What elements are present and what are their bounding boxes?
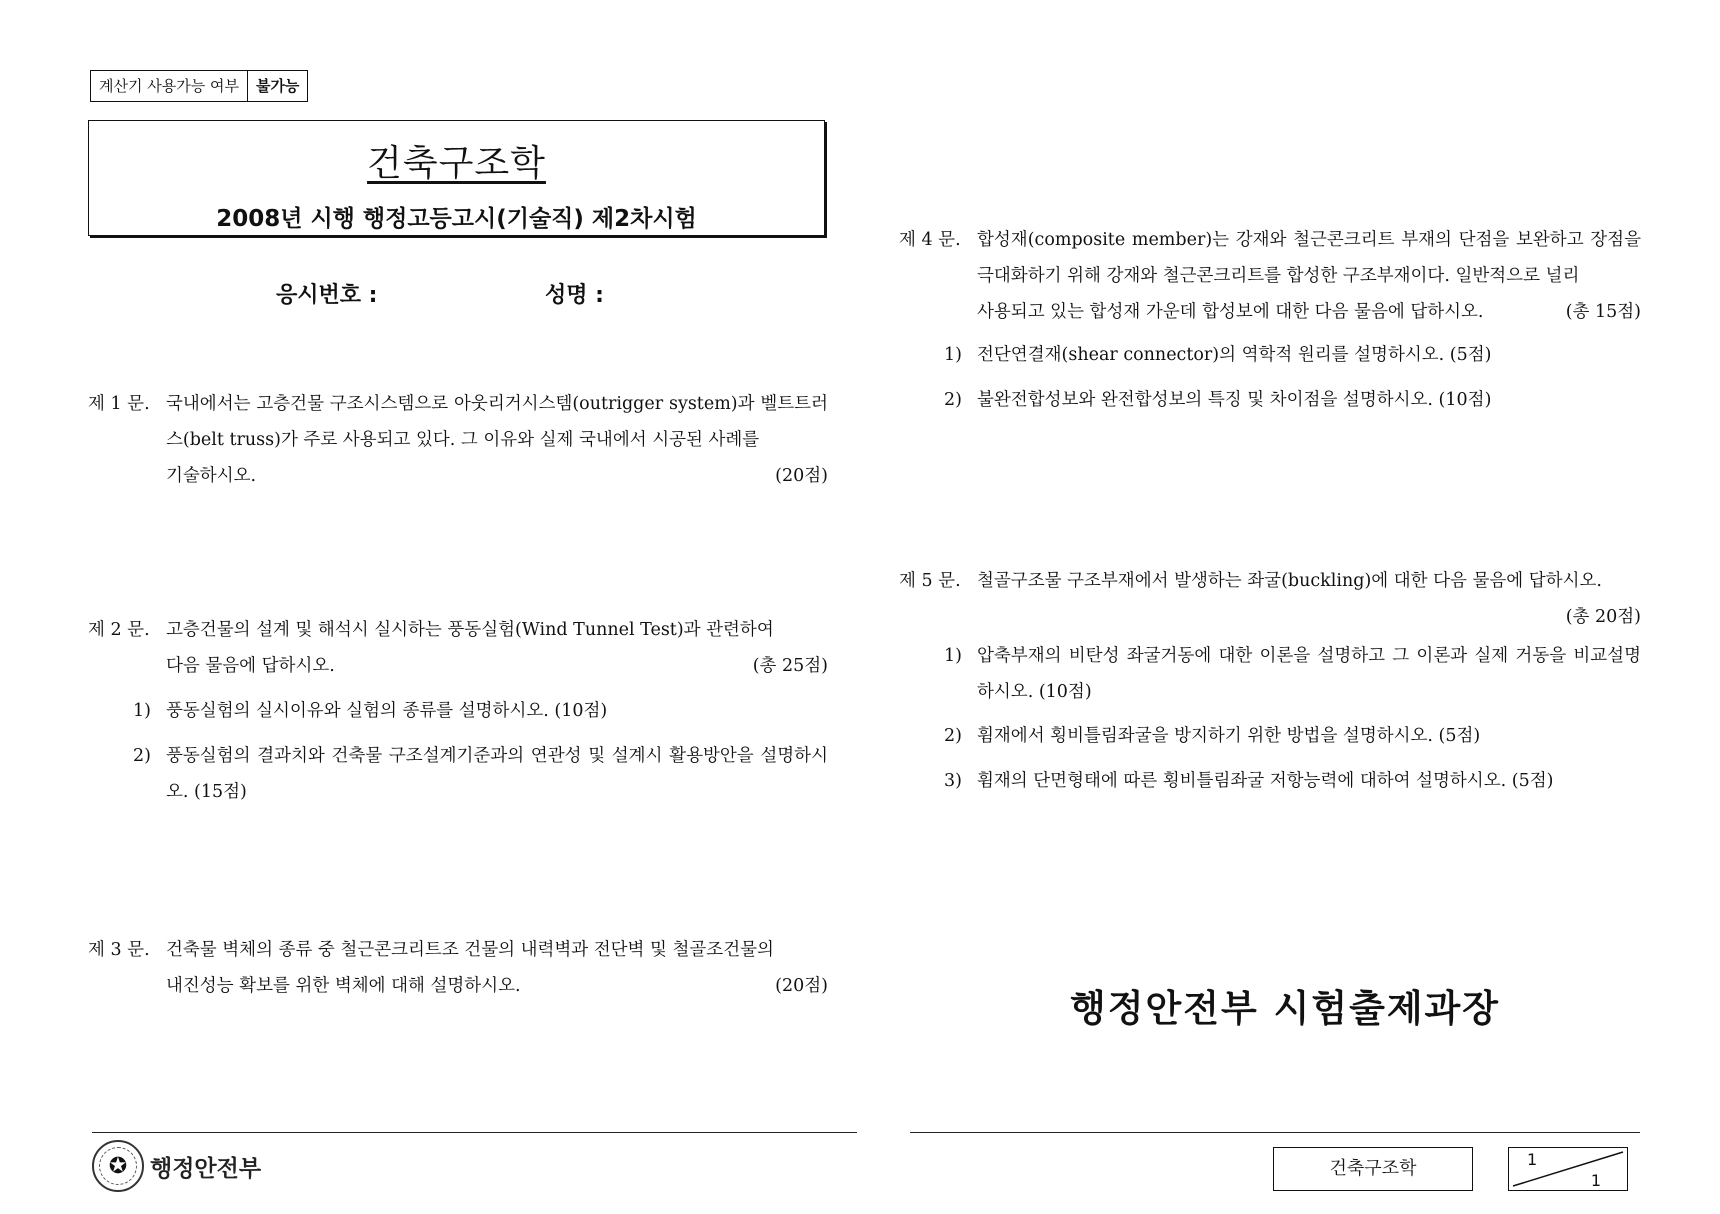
calculator-label: 계산기 사용가능 여부	[99, 77, 239, 95]
ministry-logo	[92, 1140, 261, 1192]
page-title: 건축구조학	[367, 143, 546, 184]
sub-text: 휨재의 단면형태에 따른 횡비틀림좌굴 저항능력에 대하여 설명하시오. (5점)	[977, 771, 1554, 791]
question-text: 고층건물의 설계 및 해석시 실시하는 풍동실험(Wind Tunnel Test)과 관련하여	[166, 620, 774, 640]
question-3	[88, 932, 828, 1004]
page-number-box	[1508, 1147, 1628, 1191]
question-4	[899, 222, 1641, 330]
question-number: 제 2 문.	[88, 620, 150, 640]
question-text-last: 다음 물음에 답하시오.	[166, 656, 335, 676]
sub-text: 풍동실험의 실시이유와 실험의 종류를 설명하시오. (10점)	[166, 701, 608, 721]
footer-divider-right	[910, 1132, 1640, 1133]
name-label: 성명 :	[545, 283, 604, 308]
question-score: (20점)	[775, 466, 828, 486]
page-current: 1	[1527, 1150, 1538, 1169]
sub-number: 3)	[944, 771, 962, 791]
sub-number: 2)	[944, 390, 962, 410]
question-5	[899, 563, 1641, 635]
question-1	[88, 386, 828, 494]
sub-text: 불완전합성보와 완전합성보의 특징 및 차이점을 설명하시오. (10점)	[977, 390, 1492, 410]
calculator-usage-box	[90, 70, 308, 102]
sub-number: 1)	[133, 701, 151, 721]
question-2	[88, 612, 828, 684]
sub-text: 전단연결재(shear connector)의 역학적 원리를 설명하시오. (5점)	[977, 345, 1492, 365]
question-text: 건축물 벽체의 종류 중 철근콘크리트조 건물의 내력벽과 전단벽 및 철골조건물의	[166, 940, 774, 960]
question-number: 제 5 문.	[899, 571, 961, 591]
question-score: (총 25점)	[752, 656, 828, 676]
sub-number: 2)	[133, 746, 151, 766]
question-text-last: 사용되고 있는 합성재 가운데 합성보에 대한 다음 물음에 답하시오.	[977, 302, 1484, 322]
issuer-signature: 행정안전부 시험출제과장	[1070, 986, 1501, 1030]
question-text: 철골구조물 구조부재에서 발생하는 좌굴(buckling)에 대한 다음 물음에 답하시오.	[977, 571, 1602, 591]
question-text: 국내에서는 고층건물 구조시스템으로 아웃리거시스템(outrigger system)과 벨트트러스(belt truss)가 주로 사용되고 있다. 그 이유와 실제 국내에서 시공된 사례를	[166, 394, 828, 450]
question-number: 제 1 문.	[88, 394, 150, 414]
sub-text: 풍동실험의 결과치와 건축물 구조설계기준과의 연관성 및 설계시 활용방안을 설명하시오. (15점)	[166, 746, 828, 802]
question-4-sub-1	[944, 337, 1641, 373]
question-5-sub-3	[944, 763, 1641, 799]
question-text: 합성재(composite member)는 강재와 철근콘크리트 부재의 단점을 보완하고 장점을 극대화하기 위해 강재와 철근콘크리트를 합성한 구조부재이다. 일반적으로 널리	[977, 230, 1641, 286]
question-4-sub-2	[944, 382, 1641, 418]
sub-number: 1)	[944, 345, 962, 365]
question-2-sub-1	[133, 693, 828, 729]
title-box	[88, 120, 825, 236]
ministry-seal-icon: ✪	[92, 1140, 144, 1192]
sub-text: 압축부재의 비탄성 좌굴거동에 대한 이론을 설명하고 그 이론과 실제 거동을 비교설명하시오. (10점)	[977, 646, 1641, 702]
question-number: 제 3 문.	[88, 940, 150, 960]
ministry-name: 행정안전부	[150, 1155, 262, 1182]
calculator-value: 불가능	[247, 71, 307, 101]
footer-divider-left	[92, 1132, 857, 1133]
question-text-last: 기술하시오.	[166, 466, 257, 486]
question-score: (총 20점)	[1565, 607, 1641, 627]
question-score: (총 15점)	[1565, 302, 1641, 322]
exam-number-label: 응시번호 :	[276, 283, 378, 308]
question-5-sub-2	[944, 718, 1641, 754]
sub-text: 휨재에서 횡비틀림좌굴을 방지하기 위한 방법을 설명하시오. (5점)	[977, 726, 1481, 746]
question-2-sub-2	[133, 738, 828, 810]
question-score: (20점)	[775, 976, 828, 996]
question-text-last: 내진성능 확보를 위한 벽체에 대해 설명하시오.	[166, 976, 521, 996]
exam-subtitle: 2008년 시행 행정고등고시(기술직) 제2차시험	[216, 206, 697, 232]
sub-number: 1)	[944, 646, 962, 666]
page-total: 1	[1590, 1171, 1601, 1190]
subject-box: 건축구조학	[1273, 1147, 1473, 1191]
question-5-sub-1	[944, 638, 1641, 710]
sub-number: 2)	[944, 726, 962, 746]
question-number: 제 4 문.	[899, 230, 961, 250]
